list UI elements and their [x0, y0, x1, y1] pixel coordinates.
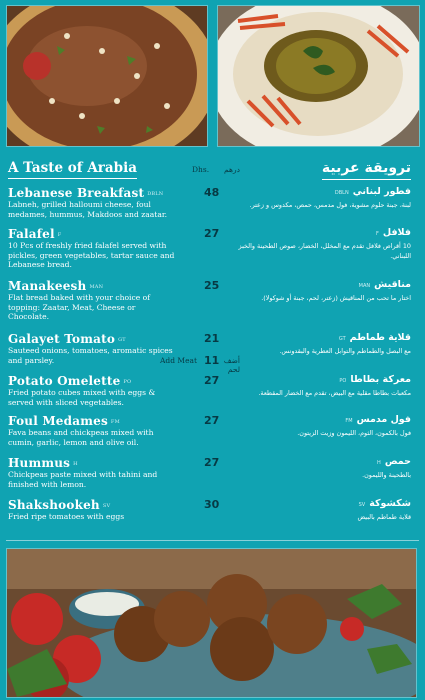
item-name-en: Shakshookeh SV — [8, 498, 111, 512]
item-name-ar: معركة بطاطاPO — [339, 374, 411, 385]
item-description-en: Fava beans and chickpeas mixed with cumin, garlic, lemon and olive oil. — [8, 428, 154, 447]
item-name-ar: فلافلF — [375, 227, 411, 238]
item-price: 25 — [204, 279, 220, 292]
item-description-en: Sauteed onions, tomatoes, aromatic spices and parsley. — [8, 346, 173, 365]
item-description-ar: فول بالكمون، الثوم، الليمون وزيت الزيتون. — [297, 429, 411, 437]
item-price: 27 — [204, 414, 220, 427]
item-name-en: Falafel F — [8, 227, 62, 241]
item-description-en: Chickpeas paste mixed with tahini and finished with lemon. — [8, 470, 158, 489]
item-description-en: Fried ripe tomatoes with eggs — [8, 512, 125, 521]
section-divider — [6, 540, 419, 541]
item-description-ar: اختار ما تحب من المناقيش (زعتر، لحم، جبنة أو شوكولا). — [261, 294, 411, 302]
add-meat-label-ar: أضف لحم — [223, 356, 240, 374]
item-price: 27 — [204, 456, 220, 469]
item-name-en: Manakeesh MAN — [8, 279, 104, 293]
item-name-en: Potato Omelette PO — [8, 374, 132, 388]
item-description-ar: قلاية طماطم بالبيض — [357, 513, 411, 521]
currency-label-en: Dhs. — [192, 165, 210, 174]
item-name-ar: شكشوكةSV — [358, 498, 411, 509]
manakeesh-photo — [6, 5, 208, 147]
section-title-en: A Taste of Arabia — [8, 160, 137, 176]
item-description-ar: 10 أقراص فلافل تقدم مع المخلل، الخضار، صوص الطحينة والخبز اللبناني. — [238, 242, 411, 260]
menu-section-header — [8, 160, 417, 182]
item-price: 30 — [204, 498, 220, 511]
item-description-ar: لبنة، جبنة حلوم مشوية، فول مدمس، حمص، مكدوس و زعتر. — [249, 201, 411, 209]
item-name-ar: مناقيشMAN — [358, 279, 411, 290]
item-name-en: Hummus H — [8, 456, 78, 470]
hummus-photo — [217, 5, 420, 147]
add-meat-price: 11 — [204, 354, 220, 367]
currency-label-ar: درهم — [224, 165, 240, 174]
falafel-photo — [6, 548, 417, 698]
item-description-en: Labneh, grilled halloumi cheese, foul medames, hummus, Makdoos and zaatar. — [8, 200, 168, 219]
item-price: 21 — [204, 332, 220, 345]
item-price: 48 — [204, 186, 220, 199]
item-description-ar: مع البصل والطماطم والتوابل العطرية والبقدونس. — [279, 347, 411, 355]
item-name-en: Lebanese Breakfast DBLN — [8, 186, 164, 200]
add-meat-label-en: Add Meat — [160, 356, 198, 365]
section-title-ar: ترويقة عربية — [321, 160, 411, 176]
item-price: 27 — [204, 374, 220, 387]
item-description-ar: بالطحينة والليمون. — [362, 471, 411, 479]
item-name-ar: حمصH — [377, 456, 411, 467]
item-name-en: Foul Medames FM — [8, 414, 120, 428]
item-name-ar: فطور لبنانيDBLN — [334, 186, 411, 197]
item-description-en: Flat bread baked with your choice of topping: Zaatar, Meat, Cheese or Chocolate. — [8, 293, 151, 322]
item-name-en: Galayet Tomato GT — [8, 332, 126, 346]
item-description-en: 10 Pcs of freshly fried falafel served with pickles, green vegetables, tartar sauce and Lebanese bread. — [8, 241, 175, 270]
item-description-ar: مكعبات بطاطا مقلية مع البيض، تقدم مع الخضار المقطعة. — [258, 389, 411, 397]
item-description-en: Fried potato cubes mixed with eggs & served with sliced vegetables. — [8, 388, 156, 407]
item-name-ar: فول مدمسFM — [345, 414, 411, 425]
item-price: 27 — [204, 227, 220, 240]
item-name-ar: قلاية طماطمGT — [338, 332, 411, 343]
